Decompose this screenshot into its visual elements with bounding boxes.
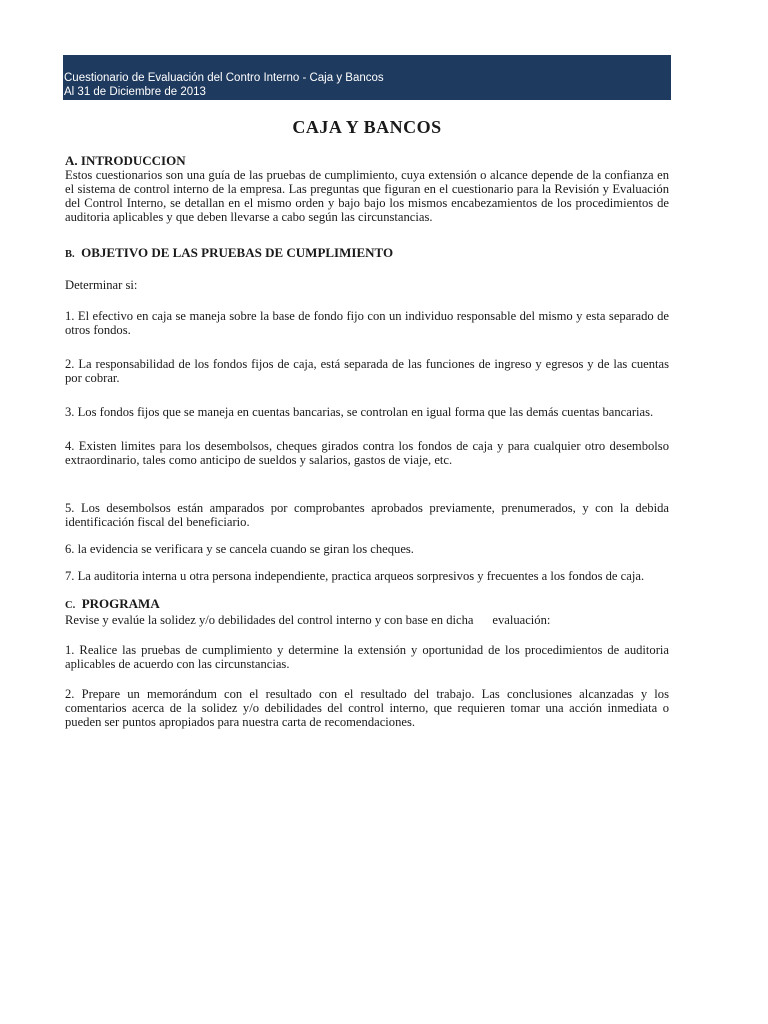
section-b-item-3: 3. Los fondos fijos que se maneja en cuentas bancarias, se controlan en igual forma que las demás cuentas bancarias. [65, 405, 654, 419]
section-b-item-7: 7. La auditoria interna u otra persona independiente, practica arqueos sorpresivos y frecuentes a los fondos de caja. [65, 569, 645, 583]
section-b-title: OBJETIVO DE LAS PRUEBAS DE CUMPLIMIENTO [81, 245, 394, 260]
header-line-1: Cuestionario de Evaluación del Contro Interno - Caja y Bancos [64, 72, 384, 84]
section-b-item-5: 5. Los desembolsos están amparados por comprobantes aprobados previamente, prenumerados, y con la debida identificación fiscal del beneficiario. [65, 501, 669, 529]
section-a-heading: A. INTRODUCCION [65, 153, 186, 168]
section-c-letter: C. [65, 600, 76, 611]
section-b-heading [65, 246, 669, 262]
section-b-item-6: 6. la evidencia se verificara y se cancela cuando se giran los cheques. [65, 542, 414, 556]
section-c-item-2: 2. Prepare un memorándum con el resultado con el resultado del trabajo. Las conclusiones alcanzadas y los comentarios acerca de la solidez y/o debilidades del control interno, que requieren tomar una acción inmediata o pueden ser puntos apropiados para nuestra carta de recomendaciones. [65, 687, 669, 729]
document-body [65, 154, 669, 729]
section-b-letter: B. [65, 249, 75, 260]
page-title: CAJA Y BANCOS [292, 117, 442, 137]
section-c-heading [65, 597, 669, 613]
section-b-item-2: 2. La responsabilidad de los fondos fijos de caja, está separada de las funciones de ingreso y egresos y de las cuentas por cobrar. [65, 357, 669, 385]
section-c-title: PROGRAMA [81, 596, 160, 611]
section-b-item-4: 4. Existen limites para los desembolsos, cheques girados contra los fondos de caja y para cualquier otro desembolso extraordinario, tales como anticipo de sueldos y salarios, gastos de viaje, etc. [65, 439, 669, 467]
header-band [63, 55, 671, 100]
section-b-item-1: 1. El efectivo en caja se maneja sobre la base de fondo fijo con un individuo responsable del mismo y esta separado de otros fondos. [65, 309, 669, 337]
section-a-body: Estos cuestionarios son una guía de las pruebas de cumplimiento, cuya extensión o alcance depende de la confianza en el sistema de control interno de la empresa. Las preguntas que figuran en el cuestionario para la Revisión y Evaluación del Control Interno, se detallan en el mismo orden y bajo bajo los mismos encabezamientos de los procedimientos de auditoria aplicables y que deben llevarse a cabo según las circunstancias. [65, 168, 669, 224]
section-c-item-1: 1. Realice las pruebas de cumplimiento y determine la extensión y oportunidad de los procedimientos de auditoria aplicables de acuerdo con las circunstancias. [65, 643, 669, 671]
section-c-intro: Revise y evalúe la solidez y/o debilidades del control interno y con base en dicha evaluación: [65, 613, 551, 627]
section-b-intro: Determinar si: [65, 278, 138, 292]
header-line-2: Al 31 de Diciembre de 2013 [64, 86, 206, 98]
